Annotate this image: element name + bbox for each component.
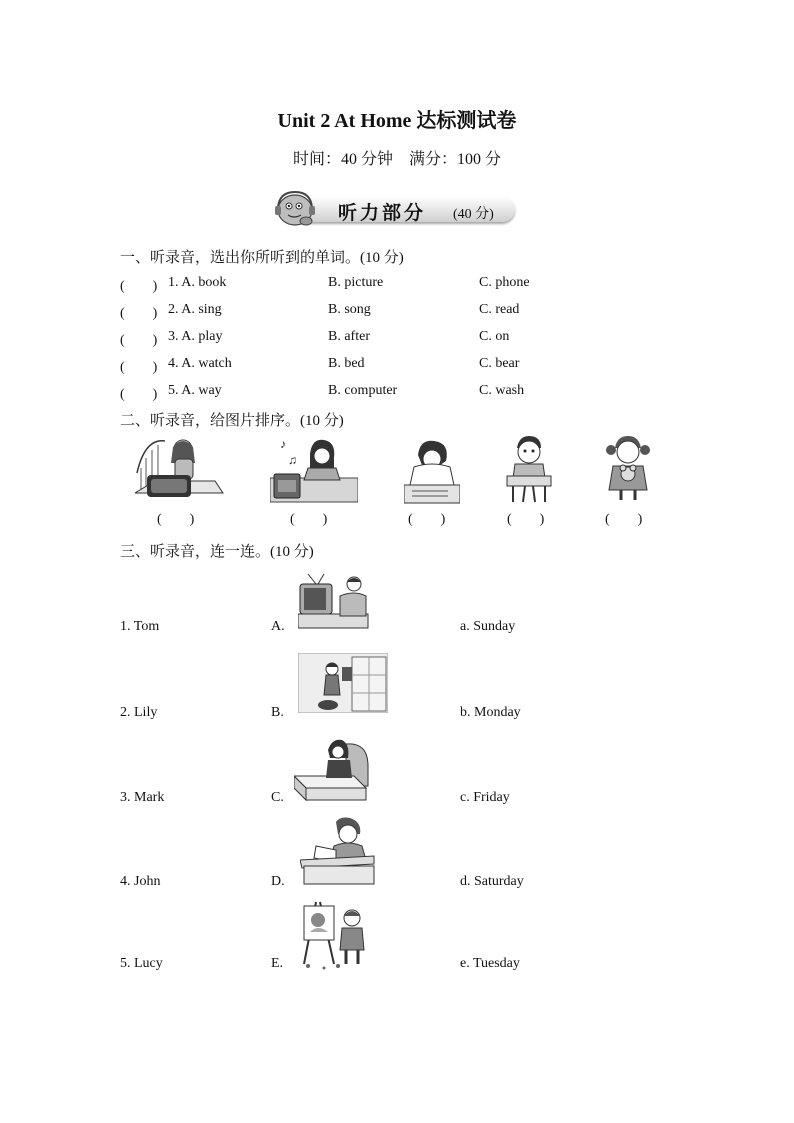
option-a: 5. A. way: [168, 383, 222, 398]
match-name[interactable]: 3. Mark: [120, 790, 165, 805]
option-a: 3. A. play: [168, 329, 223, 344]
option-a: 2. A. sing: [168, 302, 222, 317]
answer-bracket[interactable]: ( ): [120, 387, 158, 402]
answer-bracket[interactable]: ( ): [408, 512, 446, 527]
match-name[interactable]: 4. John: [120, 874, 161, 889]
banner-points: (40 分): [453, 207, 494, 222]
answer-bracket[interactable]: ( ): [120, 279, 158, 294]
option-b: B. bed: [328, 356, 365, 371]
match-letter[interactable]: E.: [271, 956, 284, 971]
listening-section-banner: [273, 188, 516, 228]
answer-bracket[interactable]: ( ): [605, 512, 643, 527]
option-a: 1. A. book: [168, 275, 227, 290]
list-item: [0, 329, 794, 349]
answer-bracket[interactable]: ( ): [507, 512, 545, 527]
option-b: B. song: [328, 302, 371, 317]
answer-bracket[interactable]: ( ): [120, 360, 158, 375]
girl-listening-music-icon: [270, 434, 358, 504]
option-c: C. phone: [479, 275, 530, 290]
match-letter[interactable]: D.: [271, 874, 285, 889]
section3-heading: 三、听录音，连一连。(10 分): [120, 544, 314, 560]
boy-watching-tv-icon: [298, 572, 370, 630]
option-c: C. bear: [479, 356, 520, 371]
girl-on-bed-with-radio-icon: [135, 433, 227, 503]
boy-reading-book-icon: [300, 816, 376, 886]
answer-bracket[interactable]: ( ): [290, 512, 328, 527]
option-c: C. read: [479, 302, 520, 317]
svg-text:♪: ♪: [280, 437, 286, 451]
boy-eating-icon: [503, 434, 555, 504]
match-day[interactable]: e. Tuesday: [460, 956, 520, 971]
match-letter[interactable]: C.: [271, 790, 284, 805]
answer-bracket[interactable]: ( ): [157, 512, 195, 527]
page-title: Unit 2 At Home 达标测试卷: [277, 110, 517, 132]
match-day[interactable]: d. Saturday: [460, 874, 524, 889]
section2-heading: 二、听录音，给图片排序。(10 分): [120, 413, 344, 429]
answer-bracket[interactable]: ( ): [120, 333, 158, 348]
list-item: [0, 302, 794, 322]
option-b: B. after: [328, 329, 370, 344]
girl-with-teddy-bear-icon: [605, 436, 651, 502]
list-item: [0, 275, 794, 295]
boy-writing-icon: [404, 437, 460, 505]
list-item: [0, 383, 794, 403]
match-letter[interactable]: B.: [271, 705, 284, 720]
option-b: B. picture: [328, 275, 384, 290]
svg-text:♫: ♫: [288, 453, 297, 467]
headphone-mascot-icon: [273, 188, 319, 228]
option-c: C. on: [479, 329, 510, 344]
match-name[interactable]: 2. Lily: [120, 705, 158, 720]
banner-title: 听力部分: [338, 202, 427, 224]
list-item: [0, 356, 794, 376]
answer-bracket[interactable]: ( ): [120, 306, 158, 321]
match-day[interactable]: c. Friday: [460, 790, 510, 805]
girl-in-room-icon: [298, 653, 388, 713]
match-name[interactable]: 1. Tom: [120, 619, 160, 634]
match-letter[interactable]: A.: [271, 619, 285, 634]
option-c: C. wash: [479, 383, 525, 398]
option-b: B. computer: [328, 383, 398, 398]
boy-painting-icon: [298, 898, 368, 970]
section1-heading: 一、听录音，选出你所听到的单词。(10 分): [120, 250, 404, 266]
option-a: 4. A. watch: [168, 356, 232, 371]
time-score-info: 时间：40 分钟 满分：100 分: [292, 151, 501, 168]
match-day[interactable]: a. Sunday: [460, 619, 516, 634]
match-name[interactable]: 5. Lucy: [120, 956, 163, 971]
girl-sitting-on-bed-icon: [294, 736, 372, 802]
match-day[interactable]: b. Monday: [460, 705, 521, 720]
